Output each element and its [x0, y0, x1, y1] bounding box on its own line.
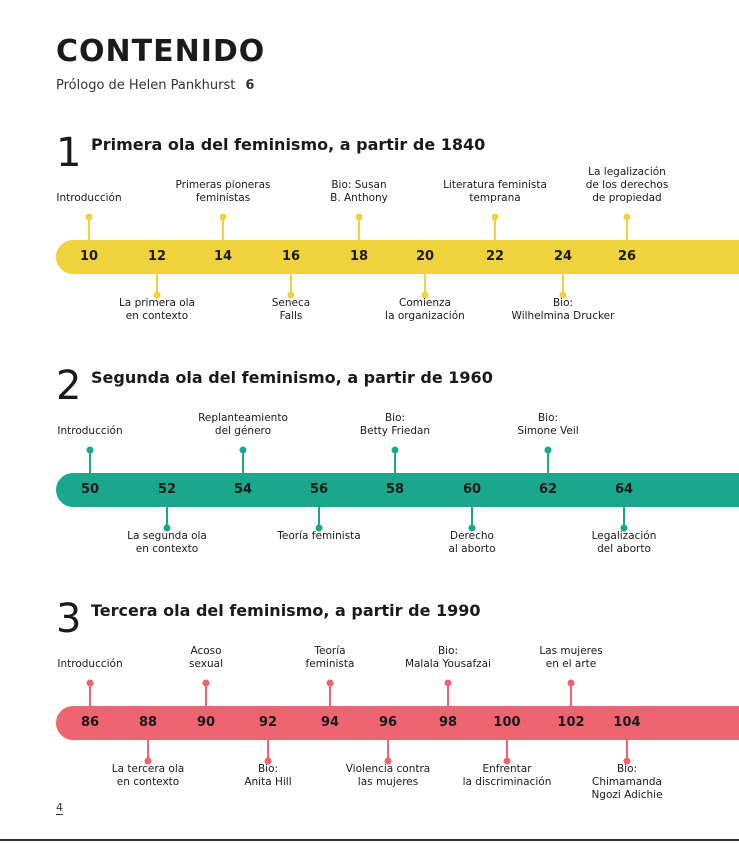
page-number-64[interactable]: 64 [614, 482, 634, 497]
prologue-entry[interactable] [56, 78, 254, 93]
connector-dot [545, 447, 552, 454]
page-number-102[interactable]: 102 [557, 715, 585, 730]
topic-label[interactable]: Introducción [57, 658, 123, 670]
topic-label[interactable]: Bio: Chimamanda Ngozi Adichie [591, 763, 663, 801]
connector-dot [492, 214, 499, 221]
section-title: Tercera ola del feminismo, a partir de 1990 [91, 601, 481, 620]
page-number-92[interactable]: 92 [258, 715, 278, 730]
connector-dot [203, 680, 210, 687]
topic-label[interactable]: La legalización de los derechos de propiedad [585, 166, 669, 204]
page-number-90[interactable]: 90 [196, 715, 216, 730]
topic-label[interactable]: Enfrentar la discriminación [462, 763, 552, 788]
section-number: 2 [56, 363, 82, 409]
topic-label[interactable]: Bio: Susan B. Anthony [330, 179, 388, 204]
connector-dot [220, 214, 227, 221]
page-number-100[interactable]: 100 [493, 715, 521, 730]
topic-label[interactable]: Legalización del aborto [591, 530, 657, 555]
topic-label[interactable]: Bio: Betty Friedan [359, 412, 431, 437]
topic-label[interactable]: La segunda ola en contexto [127, 530, 207, 555]
topic-label[interactable]: Replanteamiento del género [198, 412, 288, 437]
page-number-16[interactable]: 16 [281, 249, 301, 264]
page-number-50[interactable]: 50 [80, 482, 100, 497]
topic-label[interactable]: Derecho al aborto [448, 530, 496, 555]
page-title: CONTENIDO [56, 34, 266, 69]
topic-label[interactable]: Bio: Simone Veil [517, 412, 579, 437]
page-number-22[interactable]: 22 [485, 249, 505, 264]
connector-dot [240, 447, 247, 454]
connector-dot [87, 447, 94, 454]
page-number-14[interactable]: 14 [213, 249, 233, 264]
topic-label[interactable]: Teoría feminista [305, 645, 355, 670]
page-number-58[interactable]: 58 [385, 482, 405, 497]
page-number-12[interactable]: 12 [147, 249, 167, 264]
topic-label[interactable]: La tercera ola en contexto [111, 763, 185, 788]
page-number-104[interactable]: 104 [613, 715, 641, 730]
page-number-86[interactable]: 86 [80, 715, 100, 730]
connector-dot [86, 214, 93, 221]
topic-label[interactable]: Las mujeres en el arte [539, 645, 603, 670]
connector-dot [356, 214, 363, 221]
topic-label[interactable]: Primeras pioneras feministas [175, 179, 271, 204]
page-number-26[interactable]: 26 [617, 249, 637, 264]
connector-dot [392, 447, 399, 454]
connector-dot [568, 680, 575, 687]
section-number: 1 [56, 130, 82, 176]
topic-label[interactable]: Introducción [56, 192, 122, 204]
page-number-24[interactable]: 24 [553, 249, 573, 264]
topic-label[interactable]: Violencia contra las mujeres [345, 763, 431, 788]
topic-label[interactable]: Literatura feminista temprana [443, 179, 547, 204]
section-title: Primera ola del feminismo, a partir de 1840 [91, 135, 486, 154]
bottom-divider [0, 839, 739, 841]
section-title: Segunda ola del feminismo, a partir de 1960 [91, 368, 493, 387]
page-number-94[interactable]: 94 [320, 715, 340, 730]
topic-label[interactable]: Bio: Malala Yousafzai [404, 645, 492, 670]
page-number-96[interactable]: 96 [378, 715, 398, 730]
connector-dot [445, 680, 452, 687]
section-3 [0, 596, 739, 819]
section-2 [0, 363, 739, 586]
page-number: 4 [56, 801, 63, 814]
page-number-52[interactable]: 52 [157, 482, 177, 497]
topic-label[interactable]: Bio: Anita Hill [244, 763, 292, 788]
section-1 [0, 130, 739, 353]
prologue-page-number: 6 [245, 78, 255, 93]
topic-label[interactable]: Teoría feminista [277, 530, 361, 542]
connector-dot [624, 214, 631, 221]
page-number-18[interactable]: 18 [349, 249, 369, 264]
topic-label[interactable]: Bio: Wilhelmina Drucker [511, 297, 615, 322]
section-number: 3 [56, 596, 82, 642]
page-number-56[interactable]: 56 [309, 482, 329, 497]
page-number-54[interactable]: 54 [233, 482, 253, 497]
page-number-20[interactable]: 20 [415, 249, 435, 264]
topic-label[interactable]: Introducción [57, 425, 123, 437]
page-number-60[interactable]: 60 [462, 482, 482, 497]
page-number-98[interactable]: 98 [438, 715, 458, 730]
page-number-10[interactable]: 10 [79, 249, 99, 264]
topic-label[interactable]: Seneca Falls [271, 297, 311, 322]
page-number-62[interactable]: 62 [538, 482, 558, 497]
topic-label[interactable]: Comienza la organización [385, 297, 465, 322]
connector-dot [87, 680, 94, 687]
topic-label[interactable]: Acoso sexual [189, 645, 223, 670]
connector-dot [327, 680, 334, 687]
prologue-label: Prólogo de Helen Pankhurst [56, 78, 236, 93]
page-number-88[interactable]: 88 [138, 715, 158, 730]
topic-label[interactable]: La primera ola en contexto [118, 297, 196, 322]
